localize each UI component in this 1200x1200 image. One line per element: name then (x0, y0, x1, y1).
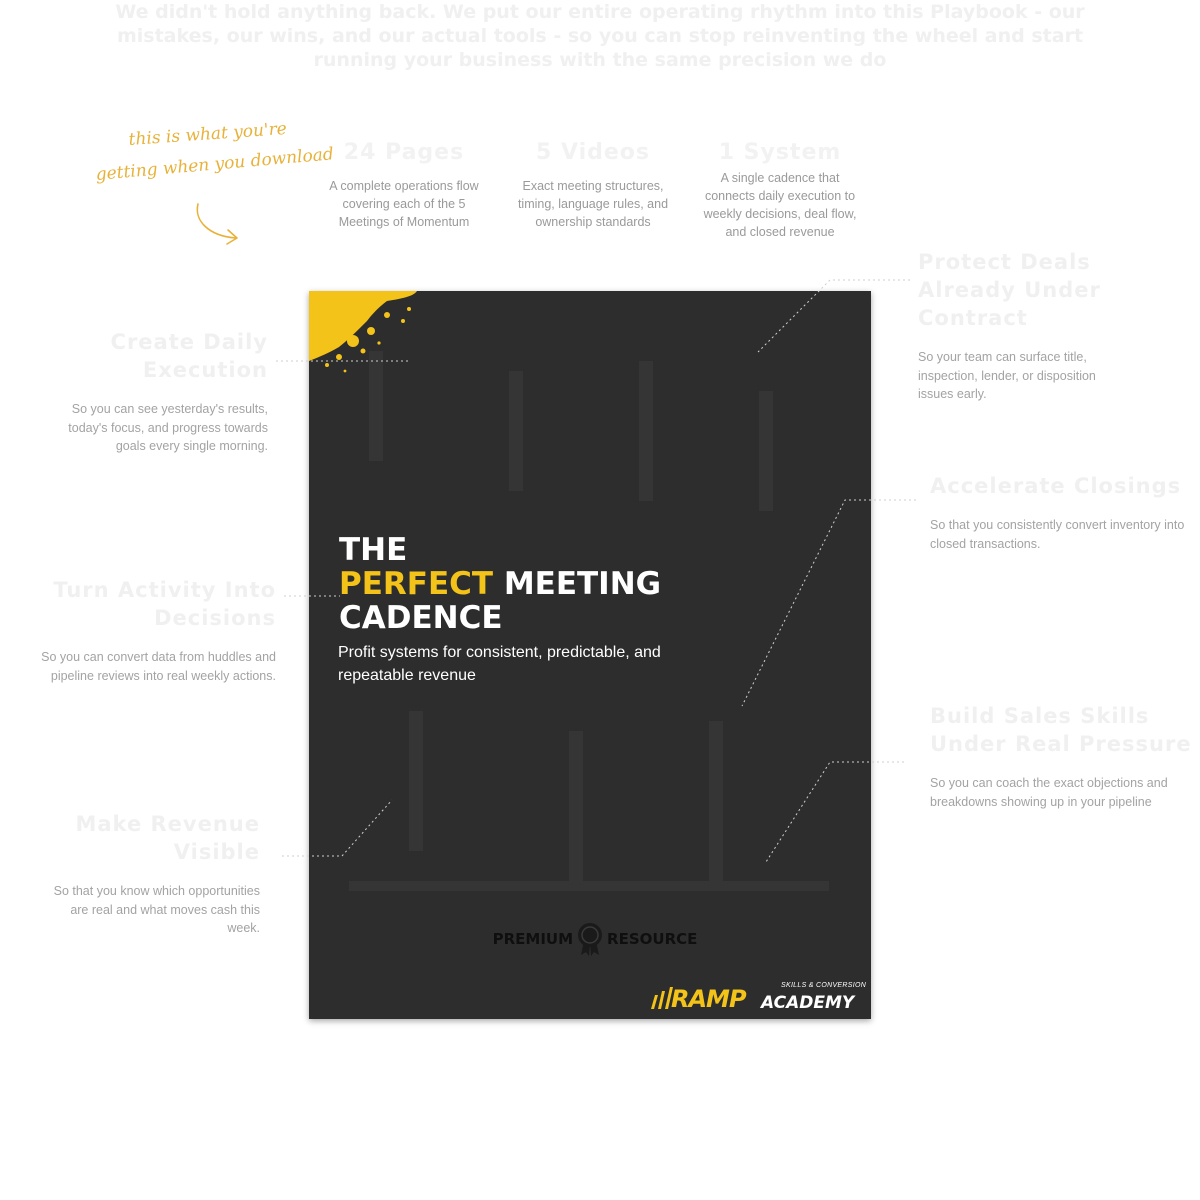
feature-title: Turn Activity Into Decisions (53, 578, 276, 630)
cover-title-line-2 (339, 567, 859, 601)
premium-resource-badge (475, 921, 715, 957)
ramp-academy-logo (649, 979, 869, 1015)
feature-desc: So your team can surface title, inspection, lender, or disposition issues early. (918, 350, 1096, 401)
feature-activity-decisions (40, 576, 276, 685)
cover-title (339, 533, 859, 635)
cover-title-rest: MEETING (503, 566, 662, 602)
feature-desc: So that you consistently convert inventory into closed transactions. (930, 518, 1185, 551)
stat-desc: Exact meeting structures, timing, language rules, and ownership standards (517, 179, 669, 229)
ribbon-seal-icon (575, 921, 605, 957)
feature-desc: So you can convert data from huddles and pipeline reviews into real weekly actions. (41, 650, 276, 683)
stat-title: 1 System (718, 140, 842, 165)
feature-daily-execution (40, 328, 268, 456)
feature-title: Create Daily Execution (110, 330, 268, 382)
cover-title-line-1: THE (339, 532, 408, 568)
intro-paragraph: We didn't hold anything back. We put our entire operating rhythm into this Playbook - our mistakes, our wins, and our actual tools - so you can stop reinventing the wheel and start running your business with the same precision we do (115, 1, 1085, 71)
annotation-line-1: this is what you're (128, 118, 288, 150)
badge-left-text: PREMIUM (492, 930, 574, 948)
stat-title: 24 Pages (343, 140, 465, 165)
stat-title: 5 Videos (535, 140, 651, 165)
feature-accelerate-closings (930, 472, 1190, 553)
badge-right-text: RESOURCE (607, 930, 698, 948)
feature-protect-deals (918, 248, 1128, 404)
logo-tagline: SKILLS & CONVERSION (781, 982, 867, 989)
stat-system (698, 140, 862, 241)
feature-sales-skills (930, 702, 1192, 811)
cover-title-line-3: CADENCE (339, 600, 503, 636)
stat-desc: A single cadence that connects daily execution to weekly decisions, deal flow, and closed revenue (703, 171, 857, 239)
annotation-line-2: getting when you download (95, 144, 335, 185)
playbook-cover (309, 291, 871, 1019)
feature-revenue-visible (40, 810, 260, 938)
logo-academy-text: ACADEMY (761, 993, 855, 1013)
cover-subtitle: Profit systems for consistent, predictable, and repeatable revenue (338, 644, 661, 684)
feature-desc: So you can coach the exact objections and breakdowns showing up in your pipeline (930, 776, 1168, 809)
feature-title: Accelerate Closings (930, 474, 1182, 498)
feature-title: Build Sales Skills Under Real Pressure (930, 704, 1192, 756)
stat-desc: A complete operations flow covering each of the 5 Meetings of Momentum (329, 179, 479, 229)
feature-desc: So that you know which opportunities are real and what moves cash this week. (53, 884, 260, 935)
feature-title: Make Revenue Visible (75, 812, 260, 864)
stat-pages (320, 140, 488, 231)
logo-ramp-text: RAMP (671, 985, 746, 1013)
curved-arrow-icon (190, 200, 250, 250)
stat-videos (510, 140, 676, 231)
feature-desc: So you can see yesterday's results, today's focus, and progress towards goals every single morning. (68, 402, 268, 453)
feature-title: Protect Deals Already Under Contract (918, 250, 1101, 330)
cover-title-highlight: PERFECT (339, 566, 494, 602)
